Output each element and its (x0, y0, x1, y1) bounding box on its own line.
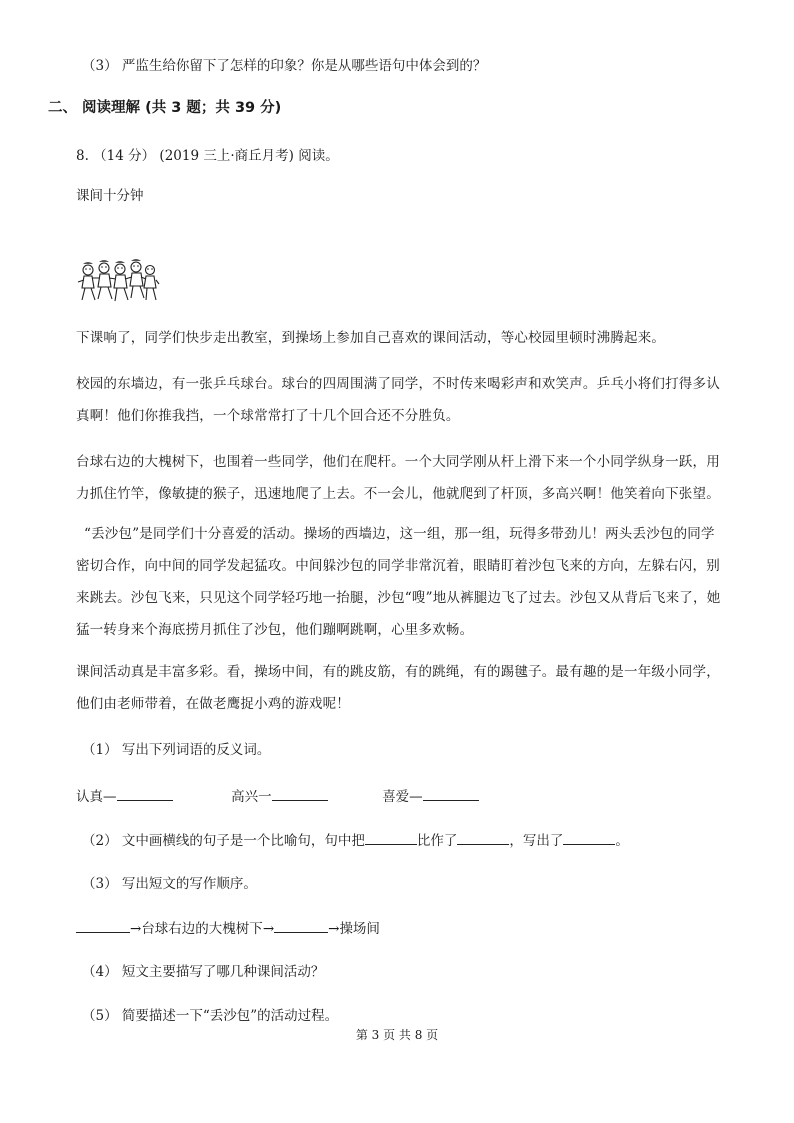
children-playing-illustration-icon (76, 258, 160, 306)
question-8-header: 8. （14 分） (2019 三上·商丘月考) 阅读。 (76, 148, 339, 164)
arrow-icon: → (328, 921, 340, 937)
paragraph-5: 课间活动真是丰富多彩。看，操场中间，有的跳皮筋，有的跳绳，有的踢毽子。最有趣的是一年级小同学，他们由老师带着，在做老鹰捉小鸡的游戏呢！ (76, 664, 720, 712)
paragraph-4: “丢沙包”是同学们十分喜爱的活动。操场的西墙边，这一组，那一组，玩得多带劲儿！两头丢沙包的同学密切合作，向中间的同学发起猛攻。中间躲沙包的同学非常沉着，眼睛盯着沙包飞来的方向，左躲右闪，别来跳去。沙包飞来，只见这个同学轻巧地一抬腿，沙包“嗖”地从裤腿边飞了过去。沙包又从背后飞来了，她猛一转身来个海底捞月抓住了沙包，他们蹦啊跳啊，心里多欢畅。 (76, 526, 721, 638)
antonym-row (76, 786, 479, 807)
sub2-blank-3[interactable] (563, 830, 615, 845)
order-blank-2[interactable] (274, 918, 328, 933)
antonym-a-blank[interactable] (117, 786, 173, 801)
sub-question-1: （1） 写出下列词语的反义词。 (82, 742, 271, 758)
arrow-icon: → (262, 921, 275, 937)
paragraph-3: 台球右边的大槐树下，也围着一些同学，他们在爬杆。一个大同学刚从杆上滑下来一个小同学纵身一跃，用力抓住竹竿，像敏捷的猴子，迅速地爬了上去。不一会儿，他就爬到了杆顶，多高兴啊！他笑着向下张望。 (76, 454, 720, 502)
order-end-text: 操场间 (339, 921, 380, 937)
sub2-blank-2[interactable] (457, 830, 509, 845)
antonym-c-label: 喜爱— (382, 789, 423, 805)
antonym-b-blank[interactable] (272, 786, 328, 801)
sub-question-2 (82, 830, 629, 851)
order-middle-text: 台球右边的大槐树下 (141, 921, 263, 937)
paragraph-2: 校园的东墙边，有一张乒乓球台。球台的四周围满了同学，不时传来喝彩声和欢笑声。乒乓小将们打得多认真啊！他们你推我挡，一个球常常打了十几个回合还不分胜负。 (76, 376, 720, 424)
sub2-blank-1[interactable] (365, 830, 417, 845)
sub-question-3: （3） 写出短文的写作顺序。 (82, 876, 257, 892)
sub2-text-3: ，写出了 (509, 833, 564, 849)
sub-question-5: （5） 简要描述一下“丢沙包”的活动过程。 (82, 1008, 339, 1024)
page-footer: 第 3 页 共 8 页 (355, 1028, 439, 1042)
passage-title: 课间十分钟 (76, 188, 144, 204)
antonym-b-label: 高兴一 (231, 789, 272, 805)
order-blank-1[interactable] (76, 918, 130, 933)
section-heading: 二、 阅读理解 (共 3 题；共 39 分) (48, 100, 282, 116)
sub2-text-4: 。 (615, 833, 629, 849)
question-3-previous: （3） 严监生给你留下了怎样的印象？你是从哪些语句中体会到的？ (82, 58, 487, 74)
sub2-text-2: 比作了 (416, 833, 458, 849)
sub2-text-1: （2） 文中画横线的句子是一个比喻句，句中把 (82, 833, 365, 849)
sub-question-4: （4） 短文主要描写了哪几种课间活动？ (82, 964, 325, 980)
arrow-icon: → (130, 921, 142, 937)
antonym-c-blank[interactable] (423, 786, 479, 801)
paragraph-1: 下课响了，同学们快步走出教室，到操场上参加自己喜欢的课间活动，等心校园里顿时沸腾起来。 (76, 330, 666, 346)
writing-order-row (76, 918, 380, 939)
antonym-a-label: 认真— (76, 789, 117, 805)
